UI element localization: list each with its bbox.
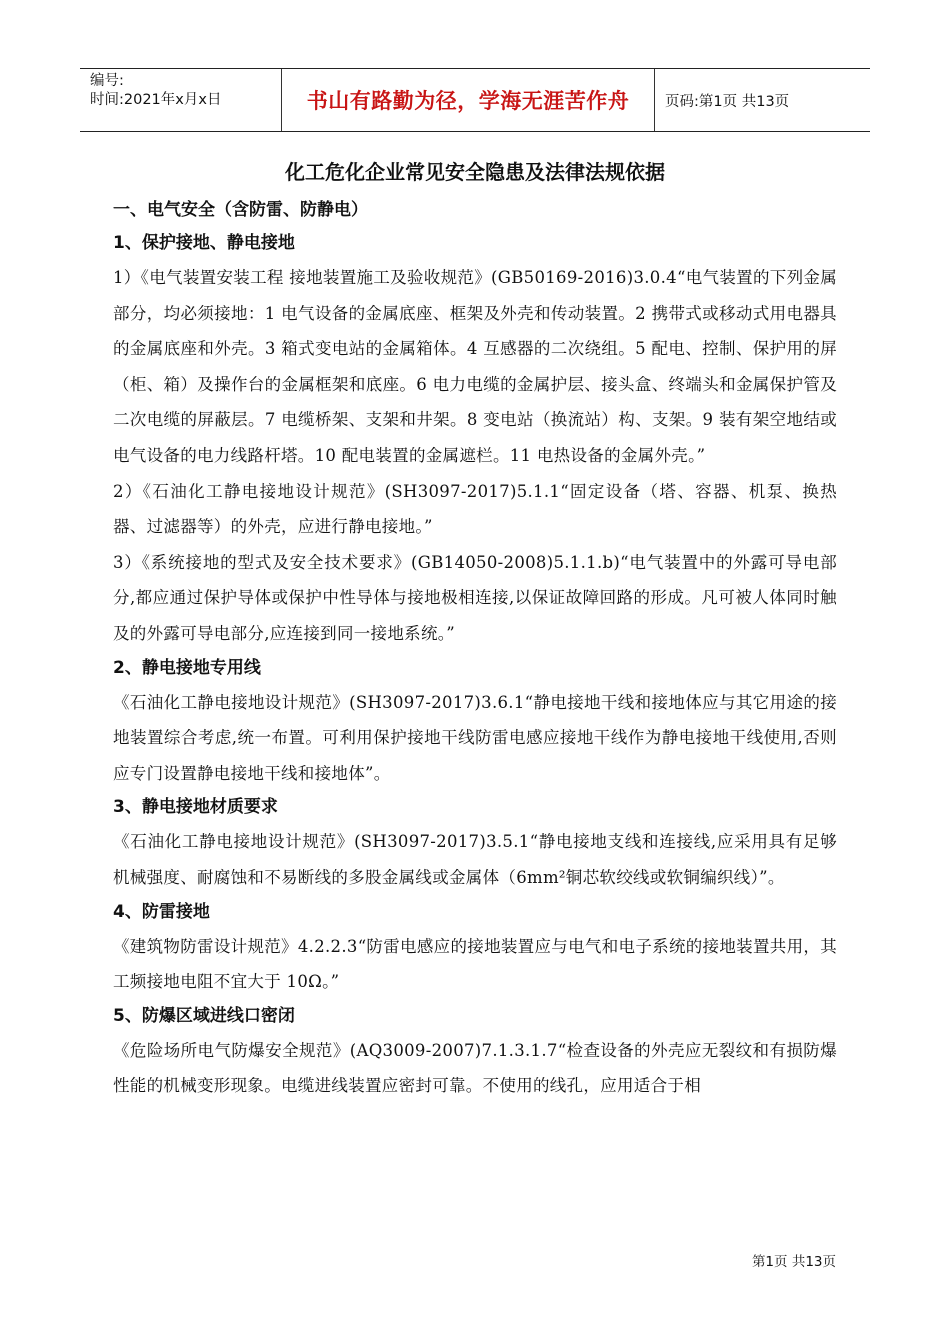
page-header	[80, 68, 870, 132]
paragraph: 1）《电气装置安装工程 接地装置施工及验收规范》(GB50169-2016)3.0.4“电气装置的下列金属部分，均必须接地：1 电气设备的金属底座、框架及外壳和传动装置。2 携带式或移动式用电器具的金属底座和外壳。3 箱式变电站的金属箱体。4 互感器的二次绕组。5 配电、控制、保护用的屏（柜、箱）及操作台的金属框架和底座。6 电力电缆的金属护层、接头盒、终端头和金属保护管及二次电缆的屏蔽层。7 电缆桥架、支架和井架。8 变电站（换流站）构、支架。9 装有架空地结或电气设备的电力线路杆塔。10 配电装置的金属遮栏。11 电热设备的金属外壳。”	[113, 268, 837, 465]
paragraph: 《危险场所电气防爆安全规范》(AQ3009-2007)7.1.3.1.7“检查设备的外壳应无裂纹和有损防爆性能的机械变形现象。电缆进线装置应密封可靠。不使用的线孔，应用适合于相	[113, 1040, 837, 1096]
paragraph: 2）《石油化工静电接地设计规范》(SH3097-2017)5.1.1“固定设备（塔、容器、机泵、换热器、过滤器等）的外壳，应进行静电接地。”	[113, 481, 837, 537]
subsection-heading: 2、静电接地专用线	[113, 657, 261, 678]
subsection-heading: 4、防雷接地	[113, 901, 210, 922]
document-title: 化工危化企业常见安全隐患及法律法规依据	[285, 160, 665, 184]
subsection-heading: 3、静电接地材质要求	[113, 797, 278, 818]
paragraph: 《石油化工静电接地设计规范》(SH3097-2017)3.6.1“静电接地干线和接地体应与其它用途的接地装置综合考虑,统一布置。可利用保护接地干线防雷电感应接地干线作为静电接地干线使用,否则应专门设置静电接地干线和接地体”。	[113, 692, 837, 783]
paragraph: 《石油化工静电接地设计规范》(SH3097-2017)3.5.1“静电接地支线和连接线,应采用具有足够机械强度、耐腐蚀和不易断线的多股金属线或金属体（6mm²铜芯软绞线或软铜编织线）”。	[113, 832, 837, 887]
subsection-heading: 1、保护接地、静电接地	[113, 233, 295, 253]
document-body	[113, 140, 837, 1104]
doc-number-label: 编号:	[90, 73, 124, 89]
doc-time-label: 时间:2021年x月x日	[90, 92, 222, 108]
page-footer: 第1页 共13页	[751, 1254, 836, 1270]
subsection-heading: 5、防爆区域进线口密闭	[113, 1005, 295, 1026]
paragraph: 《建筑物防雷设计规范》4.2.2.3“防雷电感应的接地装置应与电气和电子系统的接地装置共用，其工频接地电阻不宜大于 10Ω。”	[113, 936, 837, 992]
paragraph: 3）《系统接地的型式及安全技术要求》(GB14050-2008)5.1.1.b)“电气装置中的外露可导电部分,都应通过保护导体或保护中性导体与接地极相连接,以保证故障回路的形成。凡可被人体同时触及的外露可导电部分,应连接到同一接地系统。”	[113, 552, 837, 643]
section-heading: 一、电气安全（含防雷、防静电）	[113, 200, 368, 220]
header-meta	[80, 69, 282, 131]
header-motto: 书山有路勤为径，学海无涯苦作舟	[282, 69, 655, 131]
header-page-info: 页码:第1页 共13页	[665, 93, 790, 110]
